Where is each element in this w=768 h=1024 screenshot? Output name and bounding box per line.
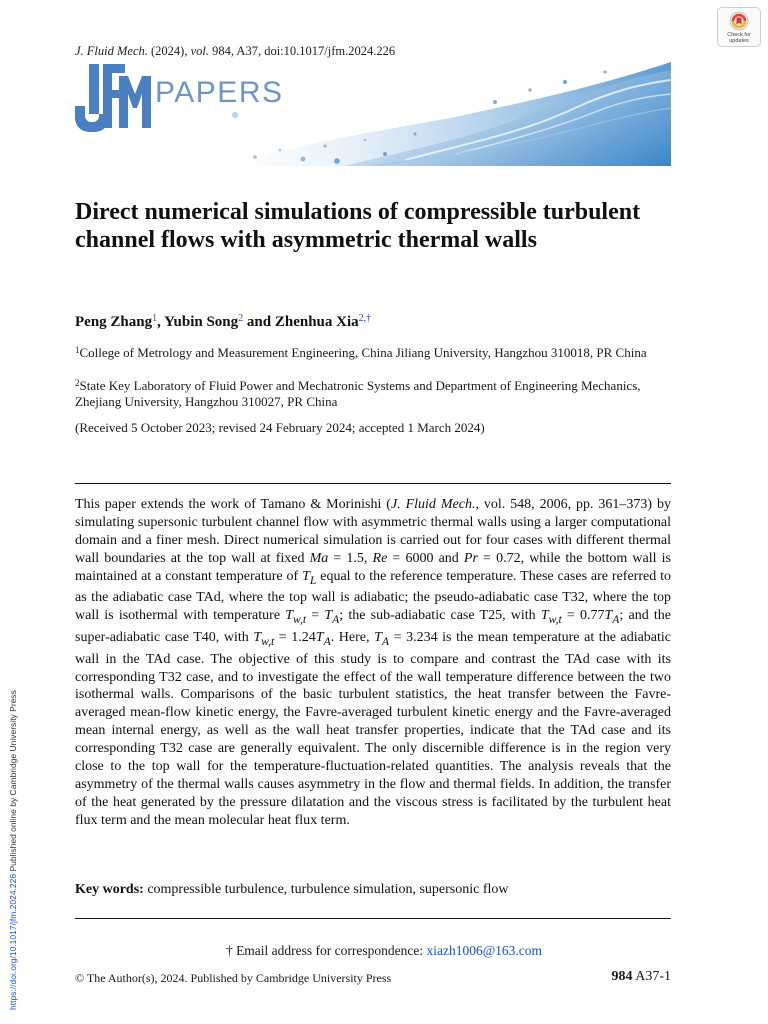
- author-name: Zhenhua Xia: [274, 314, 359, 330]
- doi-link[interactable]: https://doi.org/10.1017/jfm.2024.226: [8, 873, 18, 1010]
- page-number: 984 A37-1: [611, 969, 671, 984]
- author-name: Peng Zhang: [75, 314, 153, 330]
- jfm-logo: [75, 62, 155, 132]
- citation-vol-word: vol.: [190, 44, 209, 58]
- check-updates-icon: [729, 11, 749, 31]
- received-dates: (Received 5 October 2023; revised 24 February 2024; accepted 1 March 2024): [75, 420, 485, 435]
- author-affil-link[interactable]: 2,†: [358, 313, 372, 324]
- check-updates-text: Check for updates: [727, 32, 751, 44]
- affiliation: $^1$College of Metrology and Measurement Engineering, China Jiliang University, Hangzhou 310018, PR China: [75, 345, 647, 360]
- citation-year: (2024),: [151, 44, 188, 58]
- section-label: PAPERS: [155, 76, 284, 109]
- divider: [75, 918, 671, 919]
- author-affil-link[interactable]: 1: [152, 313, 158, 324]
- author-name: Yubin Song: [164, 314, 239, 330]
- keywords: [75, 882, 509, 898]
- abstract: This paper extends the work of Tamano & Morinishi (J. Fluid Mech., vol. 548, 2006, pp. 361–373) by simulating supersonic turbulent channel flow with asymmetric thermal walls using a larger computational domain and a finer mesh. Direct numerical simulation is carried out for four cases with different thermal wall boundaries at the top wall at fixed Ma = 1.5, Re = 6000 and Pr = 0.72, while the bottom wall is maintained at a constant temperature of $T_L$ equal to the reference temperature. These cases are referred to as the adiabatic case TAd, where the top wall is adiabatic; the pseudo-adiabatic case T32, where the top wall is isothermal with temperature $T_{w,t} = T_A$; the sub-adiabatic case T25, with $T_{w,t} = 0.77T_A$; and the super-adiabatic case T40, with $T_{w,t} = 1.24T_A$. Here, $T_A = 3.234$ is the mean temperature at the adiabatic wall in the TAd case. The objective of this study is to compare and contrast the TAd case with its corresponding T32 case, and to investigate the effect of the wall temperature difference between the two isothermal walls. Comparisons of the basic turbulent statistics, the heat transfer between the Favre-averaged mean-flow kinetic energy, the Favre-averaged turbulent kinetic energy and the Favre-averaged mean internal energy, as well as the wall heat transfer properties, indicate that the TAd case and its corresponding T32 case are generally equivalent. The only discernible difference is in the region very close to the top wall for the temperature-fluctuation-related quantities. The analysis reveals that the asymmetry of the thermal walls causes asymmetry in the flow and thermal fields. In addition, the transfer of the heat generated by the pressure dilatation and the viscous stress is facilitated by the turbulent heat flux term and the mean molecular heat flux term.: [75, 497, 672, 828]
- side-doi-strip: [0, 0, 18, 1024]
- divider: [75, 483, 671, 484]
- article-title: Direct numerical simulations of compressible turbulent channel flows with asymmetric thermal walls: [75, 199, 641, 253]
- keywords-label: Key words:: [75, 882, 144, 897]
- citation-journal: J. Fluid Mech.: [75, 44, 148, 58]
- correspondence-email-link[interactable]: xiazh1006@163.com: [426, 943, 543, 958]
- citation-line: [75, 44, 395, 59]
- published-note: Published online by Cambridge University Press: [8, 690, 18, 874]
- author-affil-link[interactable]: 2: [238, 313, 244, 324]
- correspondence-note: † Email address for correspondence: xiazh1006@163.com: [225, 943, 543, 958]
- affiliation: $^2$State Key Laboratory of Fluid Power and Mechatronic Systems and Department of Engineering Mechanics, Zhejiang University, Hangzhou 310027, PR China: [75, 378, 641, 409]
- author-list: Peng Zhang$^1$, Yubin Song$^2$ and Zhenhua Xia$^{2,\dagger}$: [75, 313, 372, 330]
- check-for-updates-button[interactable]: [717, 7, 761, 47]
- citation-rest: 984, A37, doi:10.1017/jfm.2024.226: [212, 44, 396, 58]
- journal-banner: [75, 62, 671, 166]
- copyright-notice: © The Author(s), 2024. Published by Cambridge University Press: [75, 971, 392, 985]
- keywords-text: compressible turbulence, turbulence simulation, supersonic flow: [143, 882, 509, 897]
